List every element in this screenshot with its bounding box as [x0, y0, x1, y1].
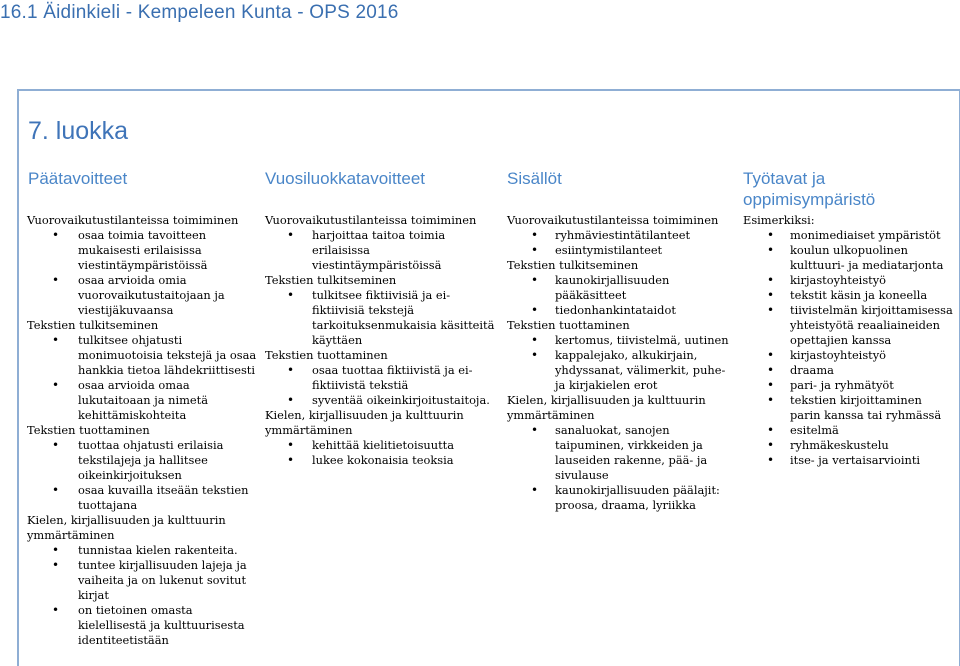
- list-item: • on tietoinen omasta kielellisestä ja kulttuurisesta identiteetistään: [27, 603, 259, 648]
- list-item: • ryhmäviestintätilanteet: [507, 228, 737, 243]
- list-item: • kehittää kielitietoisuutta: [265, 438, 500, 453]
- list-item: • esiintymistilanteet: [507, 243, 737, 258]
- section-title: Vuorovaikutustilanteissa toimiminen: [27, 213, 239, 227]
- list-item: • tekstien kirjoittaminen parin kanssa tai ryhmässä: [743, 393, 953, 423]
- list-item: • osaa arvioida omia vuorovaikutustaitojaan ja viestijäkuvaansa: [27, 273, 259, 318]
- page-title: 16.1 Äidinkieli - Kempeleen Kunta - OPS 2016: [0, 2, 399, 23]
- list-item: • osaa tuottaa fiktiivistä ja ei-fiktiivistä tekstiä: [265, 363, 500, 393]
- column-heading-tyotavat: Työtavat ja oppimisympäristö: [743, 169, 876, 209]
- section-title: Kielen, kirjallisuuden ja kulttuurin ymmärtäminen: [507, 393, 706, 422]
- section-title: Vuorovaikutustilanteissa toimiminen: [507, 213, 719, 227]
- list-item: • lukee kokonaisia teoksia: [265, 453, 500, 468]
- section-title: Tekstien tulkitseminen: [265, 273, 397, 287]
- list-item: • esitelmä: [743, 423, 953, 438]
- list-item: • kaunokirjallisuuden pääkäsitteet: [507, 273, 737, 303]
- list-item: • osaa arvioida omaa lukutaitoaan ja nimetä kehittämiskohteita: [27, 378, 259, 423]
- column-heading-paatavoitteet: Päätavoitteet: [28, 169, 128, 188]
- list-item: • syventää oikeinkirjoitustaitoja.: [265, 393, 500, 408]
- list-item: • osaa kuvailla itseään tekstien tuottajana: [27, 483, 259, 513]
- list-item: • pari- ja ryhmätyöt: [743, 378, 953, 393]
- list-item: • itse- ja vertaisarviointi: [743, 453, 953, 468]
- list-item: • kaunokirjallisuuden päälajit: proosa, draama, lyriikka: [507, 483, 737, 513]
- list-item: • tiivistelmän kirjoittamisessa yhteistyötä reaaliaineiden opettajien kanssa: [743, 303, 953, 348]
- list-item: • sanaluokat, sanojen taipuminen, virkkeiden ja lauseiden rakenne, pää- ja sivulause: [507, 423, 737, 483]
- section-title: Vuorovaikutustilanteissa toimiminen: [265, 213, 477, 227]
- list-item: • osaa toimia tavoitteen mukaisesti erilaisissa viestintäympäristöissä: [27, 228, 259, 273]
- column-heading-vuosiluokkatavoitteet: Vuosiluokkatavoitteet: [265, 169, 426, 188]
- list-item: • tekstit käsin ja koneella: [743, 288, 953, 303]
- list-item: • tulkitsee fiktiivisiä ja ei-fiktiivisiä tekstejä tarkoituksenmukaisia käsitteitä käyttäen: [265, 288, 500, 348]
- section-title: Tekstien tuottaminen: [507, 318, 630, 332]
- column-sisallot: [507, 213, 737, 513]
- grade-title: 7. luokka: [28, 117, 129, 145]
- list-item: • harjoittaa taitoa toimia erilaisissa viestintäympäristöissä: [265, 228, 500, 273]
- list-item: • tulkitsee ohjatusti monimuotoisia tekstejä ja osaa hankkia tietoa lähdekriittisesti: [27, 333, 259, 378]
- section-title: Tekstien tulkitseminen: [27, 318, 159, 332]
- list-item: • draama: [743, 363, 953, 378]
- list-item: • tuntee kirjallisuuden lajeja ja vaiheita ja on lukenut sovitut kirjat: [27, 558, 259, 603]
- section-title: Kielen, kirjallisuuden ja kulttuurin ymmärtäminen: [265, 408, 464, 437]
- section-title: Tekstien tuottaminen: [27, 423, 150, 437]
- section-title: Tekstien tuottaminen: [265, 348, 388, 362]
- column-vuosiluokkatavoitteet: [265, 213, 500, 468]
- list-item: • tuottaa ohjatusti erilaisia tekstilajeja ja hallitsee oikeinkirjoituksen: [27, 438, 259, 483]
- section-title: Tekstien tulkitseminen: [507, 258, 639, 272]
- list-item: • ryhmäkeskustelu: [743, 438, 953, 453]
- column-heading-sisallot: Sisällöt: [507, 169, 562, 188]
- list-item: • kertomus, tiivistelmä, uutinen: [507, 333, 737, 348]
- list-item: • monimediaiset ympäristöt: [743, 228, 953, 243]
- list-item: • kirjastoyhteistyö: [743, 273, 953, 288]
- list-item: • kappalejako, alkukirjain, yhdyssanat, välimerkit, puhe- ja kirjakielen erot: [507, 348, 737, 393]
- list-item: • koulun ulkopuolinen kulttuuri- ja mediatarjonta: [743, 243, 953, 273]
- section-title: Kielen, kirjallisuuden ja kulttuurin ymmärtäminen: [27, 513, 226, 542]
- list-item: • tiedonhankintataidot: [507, 303, 737, 318]
- column-tyotavat: [743, 213, 953, 468]
- list-item: • kirjastoyhteistyö: [743, 348, 953, 363]
- column-paatavoitteet: [27, 213, 259, 648]
- section-title: Esimerkiksi:: [743, 213, 815, 227]
- list-item: • tunnistaa kielen rakenteita.: [27, 543, 259, 558]
